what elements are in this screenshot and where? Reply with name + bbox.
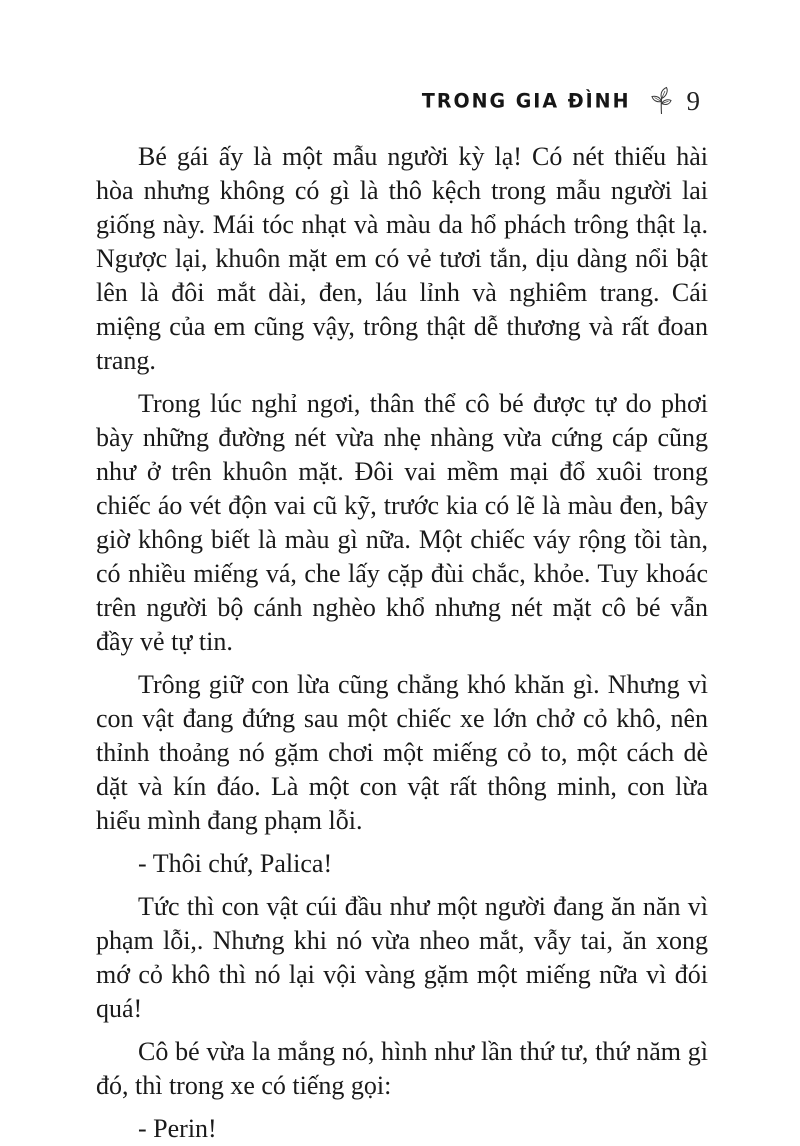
paragraph-5: Cô bé vừa la mắng nó, hình như lần thứ tư, thứ năm gì đó, thì trong xe có tiếng gọi: xyxy=(96,1037,708,1100)
page-header xyxy=(0,0,800,116)
dialogue-line-1: - Thôi chứ, Palica! xyxy=(138,849,333,878)
page-body xyxy=(96,140,708,1146)
dialogue-line-2: - Perin! xyxy=(138,1114,217,1143)
leaf-sprig-icon xyxy=(649,86,673,116)
paragraph-1: Bé gái ấy là một mẫu người kỳ lạ! Có nét thiếu hài hòa nhưng không có gì là thô kệch trong mẫu người lai giống này. Mái tóc nhạt và màu da hổ phách trông thật lạ. Ngược lại, khuôn mặt em có vẻ tươi tắn, dịu dàng nổi bật lên là đôi mắt dài, đen, láu lỉnh và nghiêm trang. Cái miệng của em cũng vậy, trông thật dễ thương và rất đoan trang. xyxy=(96,142,708,375)
running-title: TRONG GIA ĐÌNH xyxy=(421,89,631,113)
paragraph-3: Trông giữ con lừa cũng chẳng khó khăn gì. Nhưng vì con vật đang đứng sau một chiếc xe lớn chở cỏ khô, nên thỉnh thoảng nó gặm chơi một miếng cỏ to, một cách dè dặt và kín đáo. Là một con vật rất thông minh, con lừa hiểu mình đang phạm lỗi. xyxy=(96,670,708,835)
paragraph-2: Trong lúc nghỉ ngơi, thân thể cô bé được tự do phơi bày những đường nét vừa nhẹ nhàng vừa cứng cáp cũng như ở trên khuôn mặt. Đôi vai mềm mại đổ xuôi trong chiếc áo vét độn vai cũ kỹ, trước kia có lẽ là màu đen, bây giờ không biết là màu gì nữa. Một chiếc váy rộng tồi tàn, có nhiều miếng vá, che lấy cặp đùi chắc, khỏe. Tuy khoác trên người bộ cánh nghèo khổ nhưng nét mặt cô bé vẫn đầy vẻ tự tin. xyxy=(96,389,708,656)
page-number: 9 xyxy=(686,85,700,116)
paragraph-4: Tức thì con vật cúi đầu như một người đang ăn năn vì phạm lỗi,. Nhưng khi nó vừa nheo mắt, vẫy tai, ăn xong mớ cỏ khô thì nó lại vội vàng gặm một miếng nữa vì đói quá! xyxy=(96,892,708,1023)
